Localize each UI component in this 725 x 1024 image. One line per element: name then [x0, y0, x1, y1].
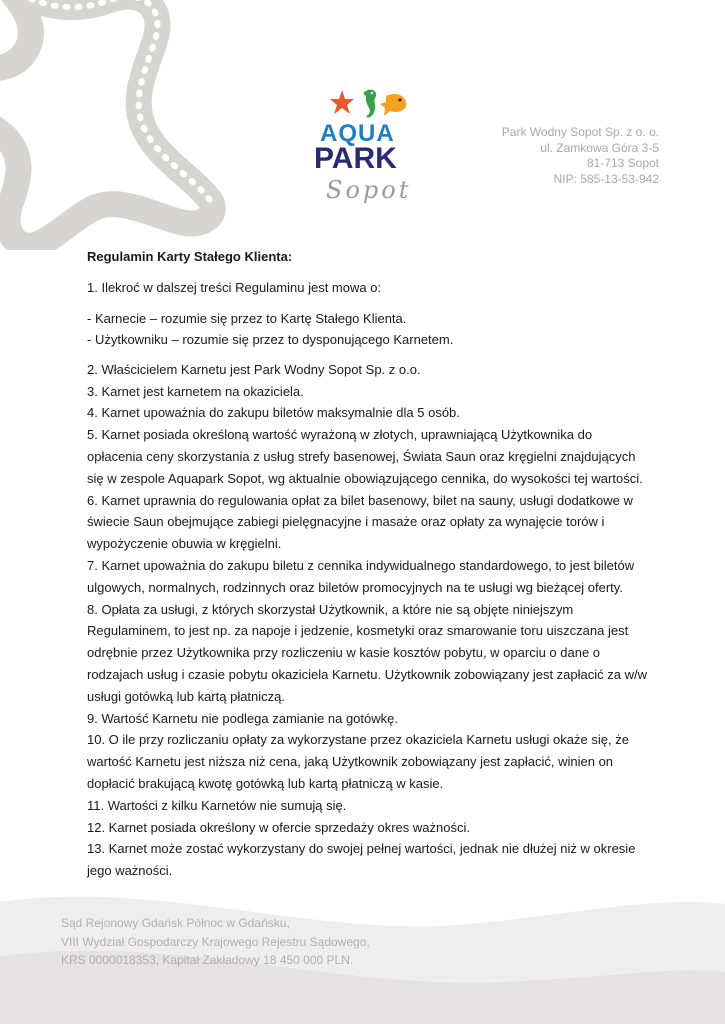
starfish-decoration-icon — [0, 0, 230, 250]
logo-aqua-text: AQUA — [320, 120, 395, 147]
regulation-item: 12. Karnet posiada określony w ofercie sprzedaży okres ważności. — [87, 819, 470, 835]
regulation-item: 6. Karnet uprawnia do regulowania opłat za bilet basenowy, bilet na sauny, usługi dodatkowe w świecie Saun obejmujące zabiegi pielęgnacyjne i masaże oraz opłaty za wynajęcie torów i wypożyczenie obuwia w kręgielni. — [87, 492, 633, 552]
footer-court: Sąd Rejonowy Gdańsk Północ w Gdańsku, — [61, 916, 290, 930]
regulation-item: 11. Wartości z kilku Karnetów nie sumują się. — [87, 797, 347, 813]
regulation-item: 9. Wartość Karnetu nie podlega zamianie na gotówkę. — [87, 710, 398, 726]
regulation-item: 7. Karnet upoważnia do zakupu biletu z cennika indywidualnego standardowego, to jest biletów ulgowych, normalnych, rodzinnych oraz biletów promocyjnych na te usługi wg bieżącej oferty. — [87, 557, 635, 595]
regulation-item: 3. Karnet jest karnetem na okaziciela. — [87, 383, 304, 399]
footer-krs-capital: KRS 0000018353, Kapitał Zakładowy 18 450 000 PLN. — [61, 953, 354, 967]
logo-sopot-script: Sopot — [326, 176, 412, 204]
regulation-item: 8. Opłata za usługi, z których skorzystał Użytkownik, a które nie są objęte niniejszym Regulaminem, to jest np. za napoje i jedzenie, kosmetyki oraz smarowanie toru uiszczana jest odrębnie przez Użytkownika przy rozliczeniu w kasie kosztów pobytu, w oparciu o dane o rodzajach usług i czasie pobytu okaziciela Karnetu. Użytkownik zobowiązany jest zapłacić za w/w usługi gotówką lub kartą płatniczą. — [87, 601, 647, 704]
regulation-item: 10. O ile przy rozliczaniu opłaty za wykorzystane przez okaziciela Karnetu usługi okaże się, że wartość Karnetu jest niższa niż cena, jaką Użytkownik zobowiązany jest zapłacić, winien on dopłacić brakującą kwotę gotówką lub kartą płatniczą w kasie. — [87, 732, 629, 791]
logo-park-text: PARK — [314, 142, 397, 175]
company-nip: NIP: 585-13-53-942 — [553, 171, 659, 186]
aquapark-logo — [310, 86, 422, 218]
regulations-items-list — [87, 359, 647, 882]
regulations-title: Regulamin Karty Stałego Klienta: — [87, 249, 293, 264]
regulations-intro: 1. Ilekroć w dalszej treści Regulaminu jest mowa o: — [87, 280, 382, 295]
company-street: ul. Zamkowa Góra 3-5 — [540, 140, 659, 155]
company-city: 81-713 Sopot — [586, 156, 659, 170]
footer-register: VIII Wydział Gospodarczy Krajowego Rejestru Sądowego, — [61, 934, 370, 949]
company-address — [439, 125, 659, 187]
regulation-item: 4. Karnet upoważnia do zakupu biletów maksymalnie dla 5 osób. — [87, 405, 460, 421]
regulation-item: 5. Karnet posiada określoną wartość wyrażoną w złotych, uprawniającą Użytkownika do opłacenia ceny skorzystania z usług strefy basenowej, Świata Saun oraz kręgielni znajdujących się w zespole Aquapark Sopot, wg aktualnie obowiązującego cennika, do wysokości tej wartości. — [87, 427, 643, 486]
regulation-item: 2. Właścicielem Karnetu jest Park Wodny Sopot Sp. z o.o. — [87, 361, 421, 377]
company-name: Park Wodny Sopot Sp. z o. o. — [501, 125, 659, 139]
definition-item: - Karnecie – rozumie się przez to Kartę Stałego Klienta. — [87, 310, 407, 326]
regulations-body — [87, 247, 647, 882]
regulation-item: 13. Karnet może zostać wykorzystany do swojej pełnej wartości, jednak nie dłużej niż w okresie jego ważności. — [87, 841, 636, 879]
company-registration-footer — [61, 914, 421, 970]
definition-item: - Użytkowniku – rozumie się przez to dysponującego Karnetem. — [87, 331, 454, 347]
definitions-list — [87, 308, 647, 350]
